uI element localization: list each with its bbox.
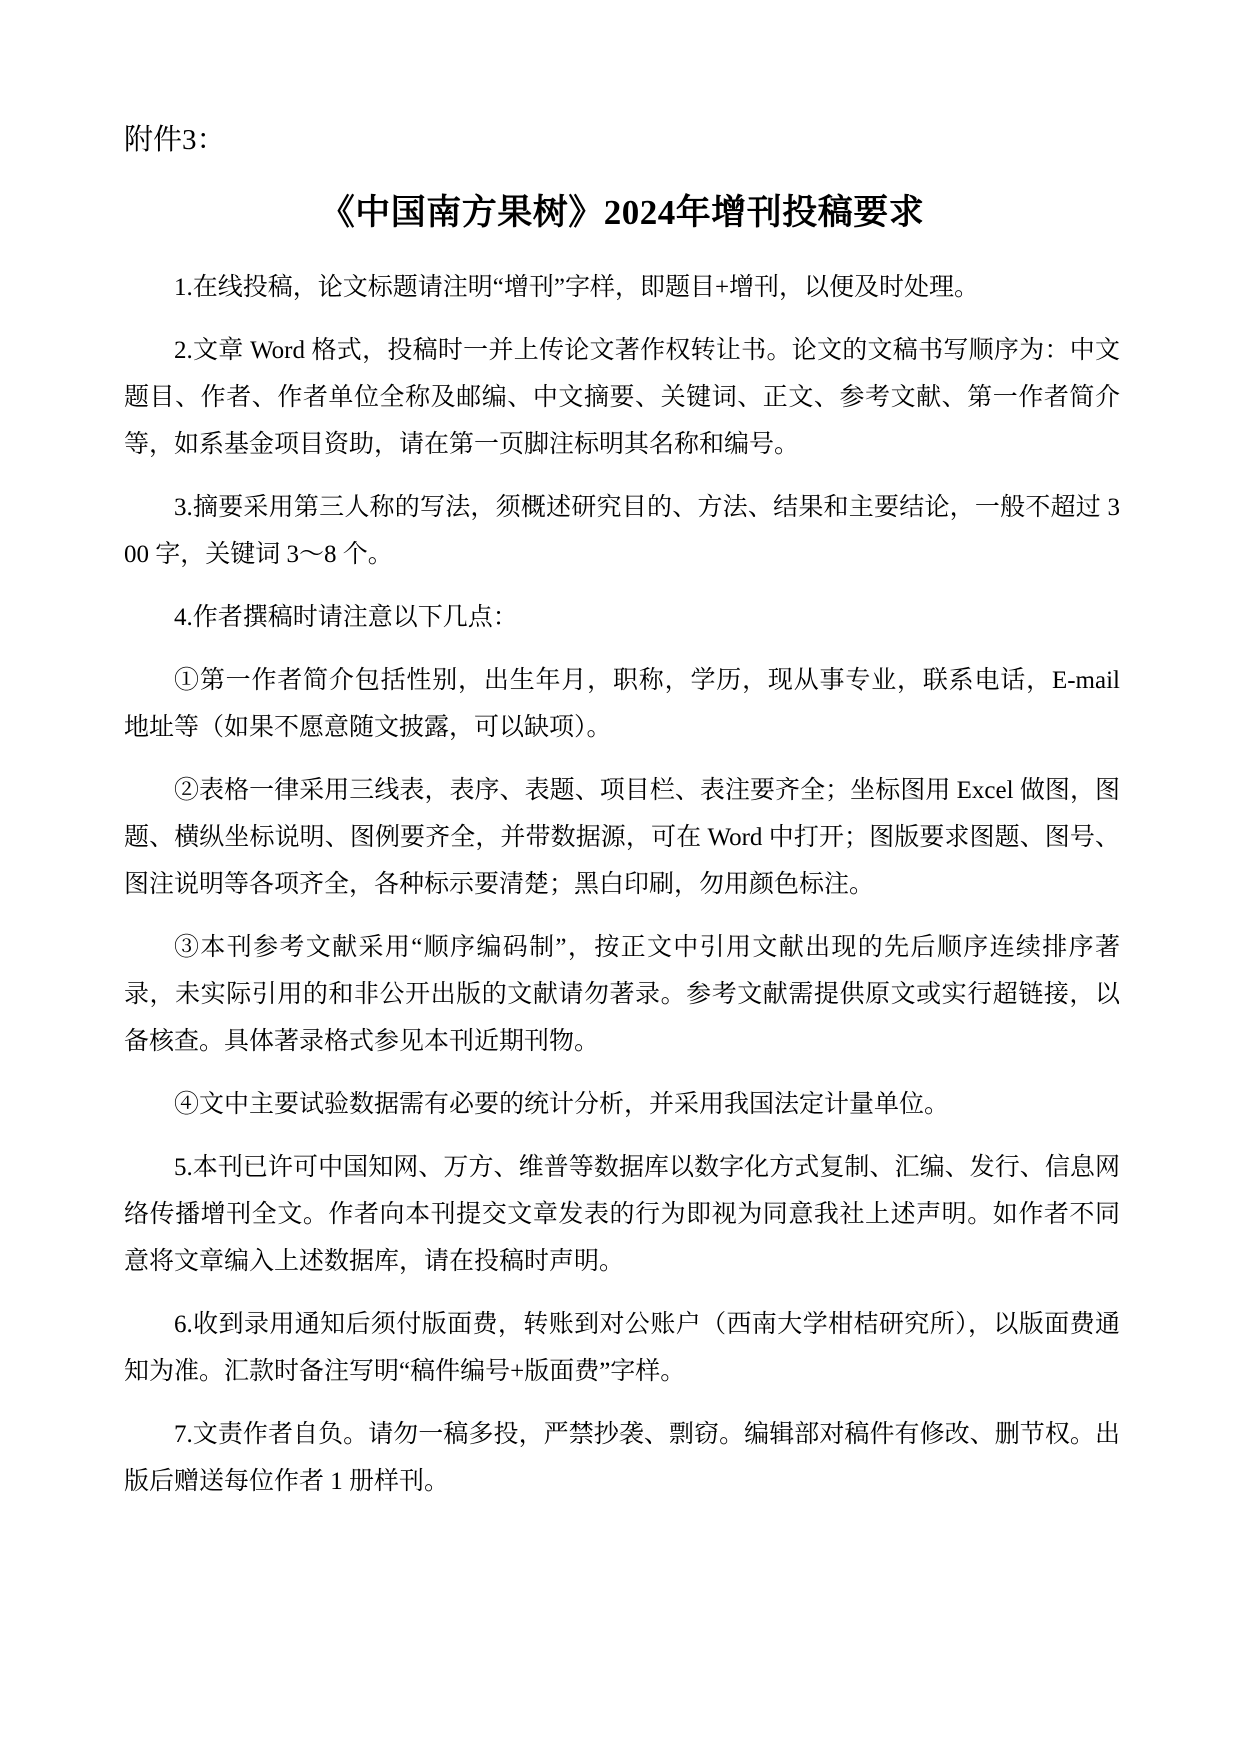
paragraph: 3.摘要采用第三人称的写法，须概述研究目的、方法、结果和主要结论，一般不超过 300 字，关键词 3～8 个。 [124,494,1120,568]
paragraph: 7.文责作者自负。请勿一稿多投，严禁抄袭、剽窃。编辑部对稿件有修改、删节权。出版后赠送每位作者 1 册样刊。 [124,1421,1120,1495]
paragraph: 5.本刊已许可中国知网、万方、维普等数据库以数字化方式复制、汇编、发行、信息网络传播增刊全文。作者向本刊提交文章发表的行为即视为同意我社上述声明。如作者不同意将文章编入上述数据库，请在投稿时声明。 [124,1154,1120,1275]
paragraph: 1.在线投稿，论文标题请注明“增刊”字样，即题目+增刊，以便及时处理。 [174,274,980,301]
document-body [124,264,1120,1505]
paragraph: ④文中主要试验数据需有必要的统计分析，并采用我国法定计量单位。 [174,1091,950,1118]
document-title: 《中国南方果树》2024年增刊投稿要求 [319,193,925,232]
paragraph: ②表格一律采用三线表，表序、表题、项目栏、表注要齐全；坐标图用 Excel 做图，图题、横纵坐标说明、图例要齐全，并带数据源，可在 Word 中打开；图版要求图题、图号、图注说明等各项齐全，各种标示要清楚；黑白印刷，勿用颜色标注。 [124,777,1120,898]
attachment-label: 附件3： [124,124,226,156]
paragraph: 4.作者撰稿时请注意以下几点： [174,604,518,631]
paragraph: ③本刊参考文献采用“顺序编码制”，按正文中引用文献出现的先后顺序连续排序著录，未实际引用的和非公开出版的文献请勿著录。参考文献需提供原文或实行超链接，以备核查。具体著录格式参见本刊近期刊物。 [124,934,1120,1055]
paragraph: 6.收到录用通知后须付版面费，转账到对公账户（西南大学柑桔研究所），以版面费通知为准。汇款时备注写明“稿件编号+版面费”字样。 [124,1311,1120,1385]
paragraph: ①第一作者简介包括性别，出生年月，职称，学历，现从事专业，联系电话，E-mail 地址等（如果不愿意随文披露，可以缺项）。 [124,667,1120,741]
paragraph: 2.文章 Word 格式，投稿时一并上传论文著作权转让书。论文的文稿书写顺序为：中文题目、作者、作者单位全称及邮编、中文摘要、关键词、正文、参考文献、第一作者简介等，如系基金项目资助，请在第一页脚注标明其名称和编号。 [124,337,1120,458]
